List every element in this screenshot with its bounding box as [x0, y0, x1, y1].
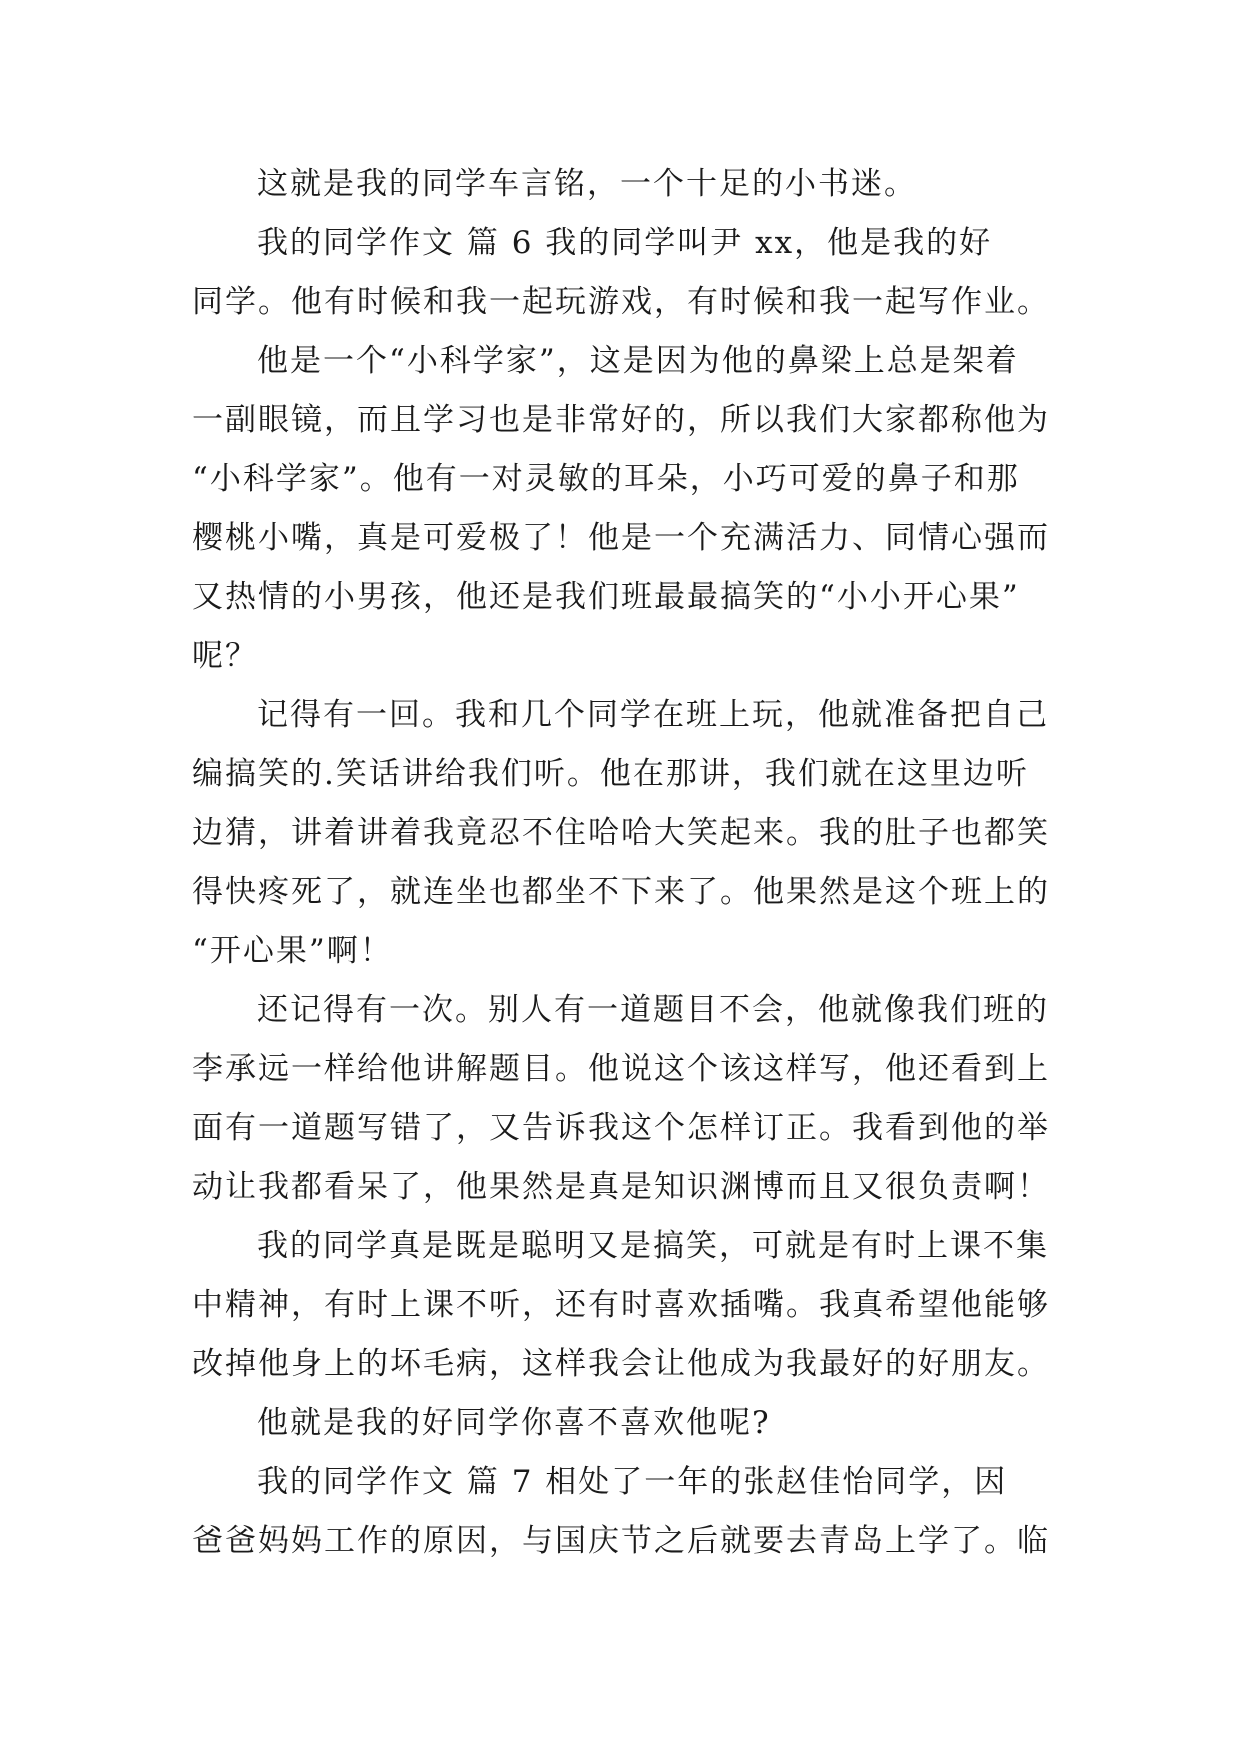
text-line: 我的同学真是既是聪明又是搞笑，可就是有时上课不集 [257, 1228, 1049, 1264]
text-line: 边猜，讲着讲着我竟忍不住哈哈大笑起来。我的肚子也都笑 [192, 815, 1050, 851]
text-line: 一副眼镜，而且学习也是非常好的，所以我们大家都称他为 [192, 402, 1050, 438]
text-line: 还记得有一次。别人有一道题目不会，他就像我们班的 [257, 992, 1049, 1028]
text-line: 樱桃小嘴，真是可爱极了！他是一个充满活力、同情心强而 [192, 520, 1050, 556]
text-line: 记得有一回。我和几个同学在班上玩，他就准备把自己 [257, 697, 1049, 733]
essay-heading-line: 我的同学作文 篇 7 相处了一年的张赵佳怡同学，因 [257, 1464, 1008, 1500]
text-line: 得快疼死了，就连坐也都坐不下来了。他果然是这个班上的 [192, 874, 1050, 910]
text-line: 改掉他身上的坏毛病，这样我会让他成为我最好的好朋友。 [192, 1346, 1050, 1382]
text-line: 爸爸妈妈工作的原因，与国庆节之后就要去青岛上学了。临 [192, 1523, 1050, 1559]
text-line: 动让我都看呆了，他果然是真是知识渊博而且又很负责啊！ [192, 1169, 1050, 1205]
essay-heading-line: 我的同学作文 篇 6 我的同学叫尹 xx，他是我的好 [257, 225, 993, 261]
text-line: 又热情的小男孩，他还是我们班最最搞笑的“小小开心果” [192, 579, 1020, 615]
text-line: 呢？ [192, 638, 258, 674]
text-line: 同学。他有时候和我一起玩游戏，有时候和我一起写作业。 [192, 284, 1050, 320]
text-line: “开心果”啊！ [192, 933, 393, 969]
text-line: 面有一道题写错了，又告诉我这个怎样订正。我看到他的举 [192, 1110, 1050, 1146]
text-line: 编搞笑的.笑话讲给我们听。他在那讲，我们就在这里边听 [192, 756, 1029, 792]
text-line: 李承远一样给他讲解题目。他说这个该这样写，他还看到上 [192, 1051, 1050, 1087]
text-line: 中精神，有时上课不听，还有时喜欢插嘴。我真希望他能够 [192, 1287, 1050, 1323]
text-line: 这就是我的同学车言铭，一个十足的小书迷。 [257, 166, 917, 202]
text-line: 他就是我的好同学你喜不喜欢他呢? [257, 1405, 771, 1441]
text-line: 他是一个“小科学家”，这是因为他的鼻梁上总是架着 [257, 343, 1019, 379]
text-line: “小科学家”。他有一对灵敏的耳朵，小巧可爱的鼻子和那 [192, 461, 1020, 497]
